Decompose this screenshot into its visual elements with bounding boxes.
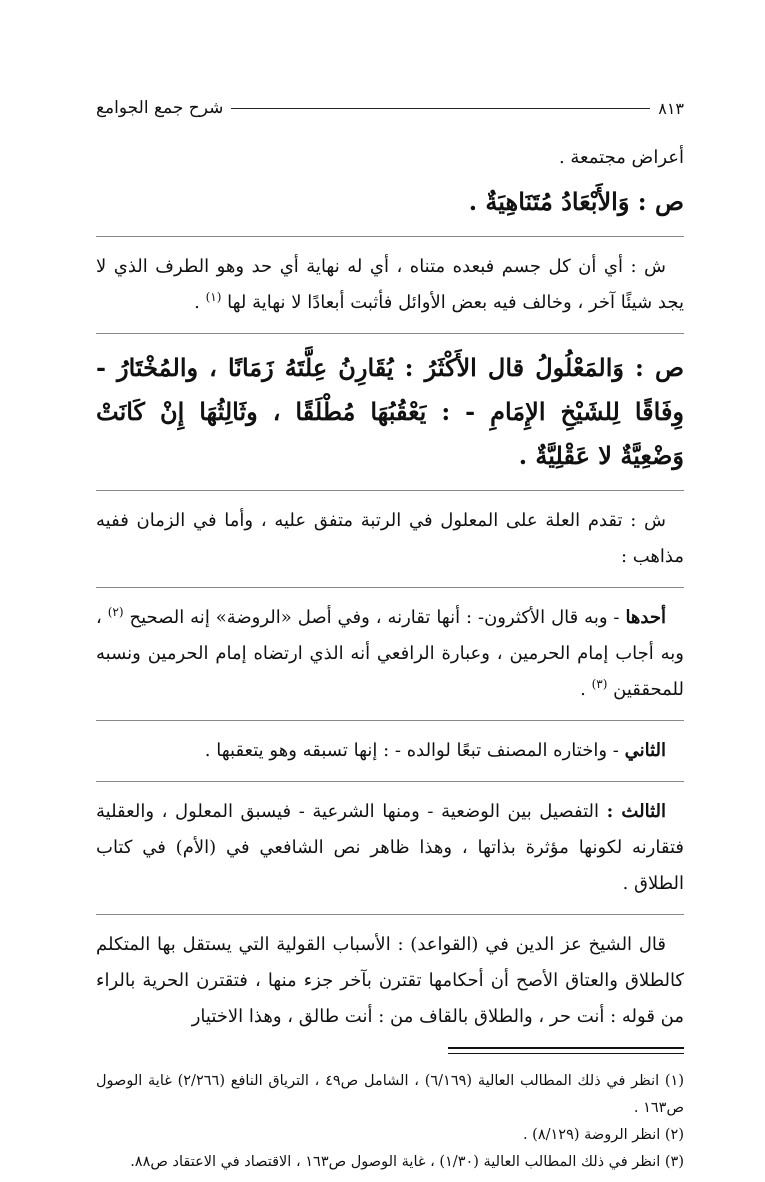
- madhhab-1: [96, 600, 684, 708]
- footnote-3: (٣) انظر في ذلك المطالب العالية (١/٣٠) ، غاية الوصول ص١٦٣ ، الاقتصاد في الاعتقاد ص٨٨.: [130, 1154, 684, 1170]
- madhhab-1-text-b: ، وبه أجاب إمام الحرمين ، وعبارة الرافعي أنه الذي ارتضاه إمام الحرمين ونسبه للمحققين: [96, 607, 684, 700]
- madhhab-1-label: أحدها: [625, 607, 666, 628]
- madhhab-3: [96, 794, 684, 902]
- madhhab-1-text-a: - وبه قال الأكثرون- : أنها تقارنه ، وفي أصل «الروضة» إنه الصحيح: [129, 607, 620, 628]
- footnote-1: (١) انظر في ذلك المطالب العالية (٦/١٦٩) ، الشامل ص٤٩ ، الترياق النافع (٢/٢٦٦) غاية الوصول ص١٦٣ .: [96, 1073, 685, 1116]
- footnote-ref-3: (٣): [591, 677, 608, 691]
- madhhab-2-text: - واختاره المصنف تبعًا لوالده - : إنها تسبقه وهو يتعقبها .: [204, 740, 619, 761]
- madhhab-2-label: الثاني: [624, 740, 666, 761]
- sharh-passage-2: ش : تقدم العلة على المعلول في الرتبة متفق عليه ، وأما في الزمان ففيه مذاهب :: [96, 510, 684, 567]
- madhhab-2: [96, 733, 684, 769]
- section-divider: [96, 587, 684, 588]
- section-divider: [96, 333, 684, 334]
- section-divider: [96, 490, 684, 491]
- footnotes: [96, 1068, 684, 1176]
- footnote-ref-2: (٢): [107, 605, 124, 619]
- sharh-1-end: .: [194, 292, 200, 313]
- section-divider: [96, 236, 684, 237]
- footnote-separator: [448, 1047, 684, 1054]
- sharh-1-text: ش : أي أن كل جسم فبعده متناه ، أي له نهاية أي حد وهو الطرف الذي لا يجد شيئًا آخر ، وخالف فيه بعض الأوائل فأثبت أبعادًا لا نهاية لها: [96, 256, 684, 313]
- footnote-2: (٢) انظر الروضة (٨/١٢٩) .: [522, 1127, 684, 1143]
- madhhab-3-text: التفصيل بين الوضعية - ومنها الشرعية - فيسبق المعلول ، والعقلية فتقارنه لكونها مؤثرة بذاتها ، وهذا ظاهر نص الشافعي في (الأم) في كتاب الطلاق .: [96, 801, 684, 894]
- footnote-ref-1: (١): [205, 290, 222, 304]
- qawaid-passage: قال الشيخ عز الدين في (القواعد) : الأسباب القولية التي يستقل بها المتكلم كالطلاق والعتاق الأصح أن أحكامها تقترن بآخر جزء منها ، فتقترن الحرية بالراء من قوله : أنت حر ، والطلاق بالقاف من : أنت طالق ، وهذا الاختيار: [96, 934, 684, 1027]
- matn-passage-1: ص : وَالأَبْعَادُ مُتَنَاهِيَةٌ .: [468, 187, 684, 216]
- intro-line: أعراض مجتمعة .: [558, 147, 684, 168]
- section-divider: [96, 914, 684, 915]
- main-text: [96, 140, 684, 1176]
- header-title: شرح جمع الجوامع: [96, 98, 224, 118]
- madhhab-1-end: .: [580, 679, 586, 700]
- section-divider: [96, 781, 684, 782]
- madhhab-3-label: الثالث :: [606, 801, 666, 822]
- matn-passage-2: ص : وَالمَعْلُولُ قال الأَكْثَرُ : يُقَارِنُ عِلَّتَهُ زَمَانًا ، والمُخْتَارُ - وِفَاقًا لِلشَيْخِ الإِمَامِ - : يَعْقُبُهَا مُطْلَقًا ، وثَالِثُهَا إِنْ كَانَتْ وَضْعِيَّةٌ لا عَقْلِيَّةٌ .: [96, 353, 684, 470]
- running-header: [96, 96, 684, 120]
- page-number: ٨١٣: [658, 98, 684, 118]
- header-rule: [231, 108, 650, 109]
- sharh-passage-1: [96, 249, 684, 321]
- section-divider: [96, 720, 684, 721]
